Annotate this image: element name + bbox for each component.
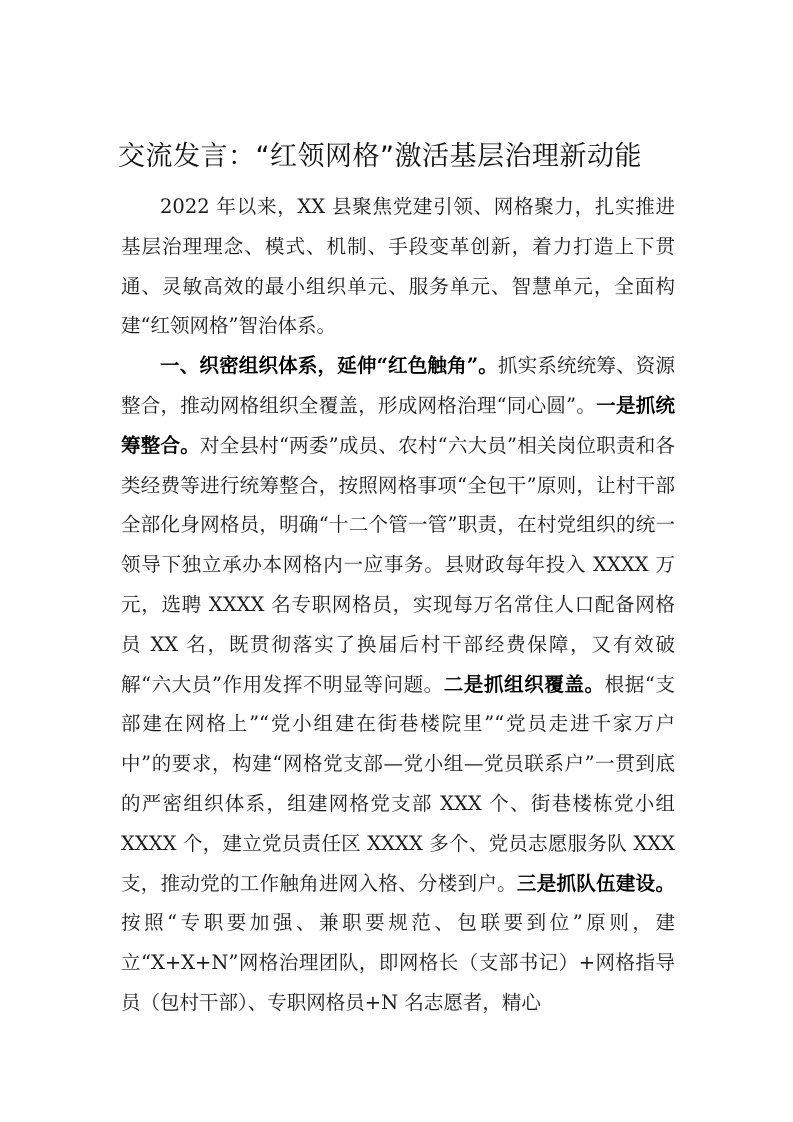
bold-heading-run: 二是抓组织覆盖。 <box>443 672 605 696</box>
document-body <box>121 187 675 1023</box>
paragraph <box>121 346 675 1023</box>
text-run: 根据“支部建在网格上”“党小组建在街巷楼院里”“党员走进千家万户中”的要求，构建“网格党支部—党小组—党员联系户”一贯到底的严密组织体系，组建网格党支部 XXX 个、街巷楼栋党小组 XXXX 个，建立党员责任区 XXXX 多个、党员志愿服务队 XXX 支，推动党的工作触角进网入格、分楼到户。 <box>121 672 675 895</box>
document-title: 交流发言：“红领网格”激活基层治理新动能 <box>118 141 642 172</box>
paragraph <box>121 187 675 346</box>
bold-heading-run: 一是抓统筹整合。 <box>121 393 675 457</box>
bold-heading-run: 一、织密组织体系，延伸“红色触角”。 <box>160 354 498 378</box>
text-run: 对全县村“两委”成员、农村“六大员”相关岗位职责和各类经费等进行统筹整合，按照网格事项“全包干”原则，让村干部全部化身网格员，明确“十二个管一管”职责，在村党组织的统一领导下独立承办本网格内一应事务。县财政每年投入 XXXX 万元，选聘 XXXX 名专职网格员，实现每万名常住人口配备网格员 XX 名，既贯彻落实了换届后村干部经费保障，又有效破解“六大员”作用发挥不明显等问题。 <box>121 433 675 696</box>
text-run: 抓实系统统筹、资源整合，推动网格组织全覆盖，形成网格治理“同心圆”。 <box>121 354 675 417</box>
text-run: 2022 年以来，XX 县聚焦党建引领、网格聚力，扎实推进基层治理理念、模式、机制、手段变革创新，着力打造上下贯通、灵敏高效的最小组织单元、服务单元、智慧单元，全面构建“红领网格”智治体系。 <box>121 195 675 338</box>
bold-heading-run: 三是抓队伍建设。 <box>516 871 675 895</box>
text-run: 按照“专职要加强、兼职要规范、包联要到位”原则，建立“X+X+N”网格治理团队，即网格长（支部书记）+网格指导员（包村干部）、专职网格员+N 名志愿者，精心 <box>121 911 675 1014</box>
